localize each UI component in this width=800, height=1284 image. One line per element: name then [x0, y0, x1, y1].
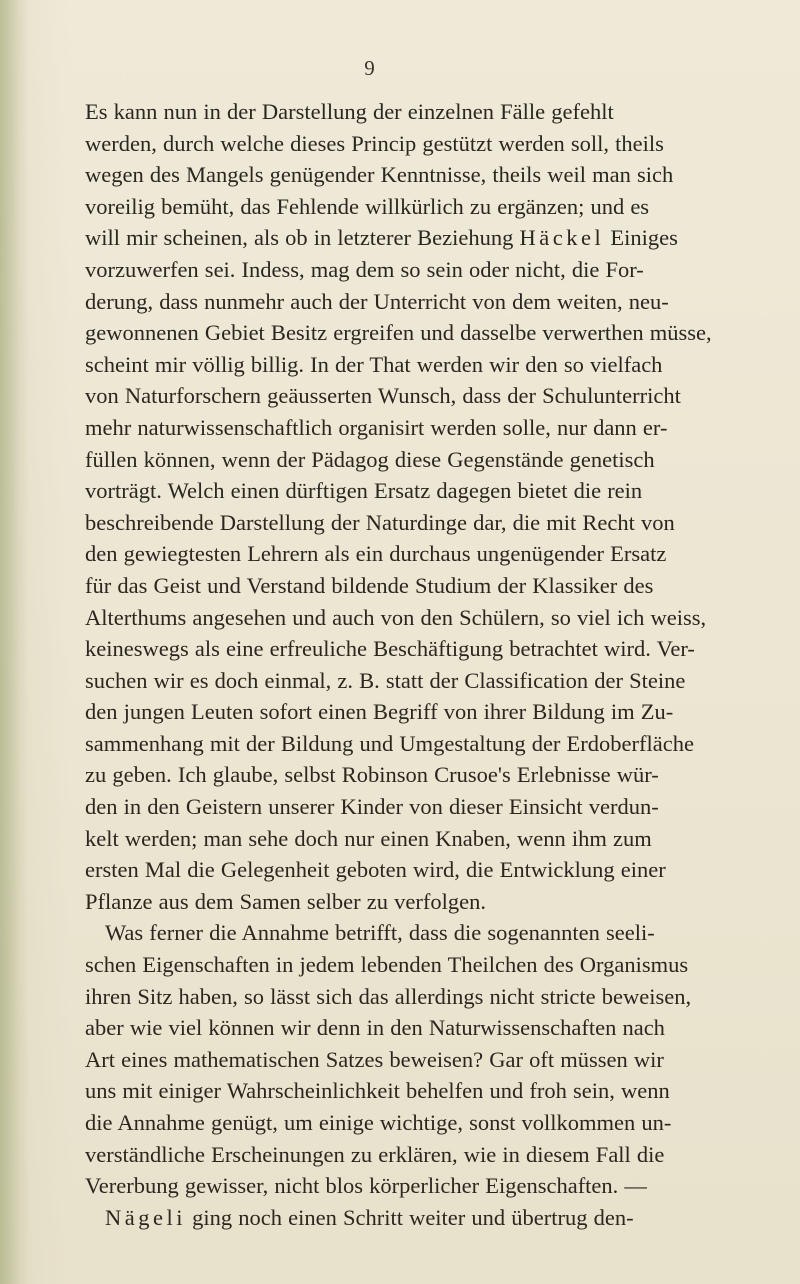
text-line: aber wie viel können wir denn in den Naturwissenschaften nach	[85, 1015, 665, 1041]
spaced-name-naegeli: Nägeli	[105, 1204, 186, 1230]
text-line: derung, dass nunmehr auch der Unterricht von dem weiten, neu-	[85, 288, 669, 314]
text-line: den in den Geistern unserer Kinder von dieser Einsicht verdun-	[85, 794, 659, 820]
text-line: zu geben. Ich glaube, selbst Robinson Crusoe's Erlebnisse wür-	[85, 762, 659, 788]
body-text	[85, 96, 800, 1233]
text-line: füllen können, wenn der Pädagog diese Gegenstände genetisch	[85, 446, 655, 472]
text-segment: Einiges	[604, 225, 678, 251]
text-line: den jungen Leuten sofort einen Begriff von ihrer Bildung im Zu-	[85, 699, 674, 725]
text-line: Pflanze aus dem Samen selber zu verfolgen.	[85, 888, 486, 914]
text-line: den gewiegtesten Lehrern als ein durchaus ungenügender Ersatz	[85, 541, 667, 567]
text-line: gewonnenen Gebiet Besitz ergreifen und dasselbe verwerthen müsse,	[85, 320, 712, 346]
text-line: für das Geist und Verstand bildende Studium der Klassiker des	[85, 572, 654, 598]
text-line: verständliche Erscheinungen zu erklären, wie in diesem Fall die	[85, 1141, 665, 1167]
text-line: voreilig bemüht, das Fehlende willkürlich zu ergänzen; und es	[85, 193, 650, 219]
text-line: mehr naturwissenschaftlich organisirt werden solle, nur dann er-	[85, 414, 668, 440]
text-line: uns mit einiger Wahrscheinlichkeit behelfen und froh sein, wenn	[85, 1078, 670, 1104]
text-line: werden, durch welche dieses Princip gestützt werden soll, theils	[85, 130, 664, 156]
text-line: von Naturforschern geäusserten Wunsch, dass der Schulunterricht	[85, 383, 681, 409]
text-line: die Annahme genügt, um einige wichtige, sonst vollkommen un-	[85, 1110, 672, 1135]
text-line: Alterthums angesehen und auch von den Schülern, so viel ich weiss,	[85, 604, 707, 630]
text-line: Es kann nun in der Darstellung der einzelnen Fälle gefehlt	[85, 99, 614, 124]
text-segment: will mir scheinen, als ob in letzterer Beziehung	[85, 225, 520, 251]
text-line: vorzuwerfen sei. Indess, mag dem so sein oder nicht, die For-	[85, 256, 644, 282]
text-line: ersten Mal die Gelegenheit geboten wird, die Entwicklung einer	[85, 857, 666, 883]
text-line: Art eines mathematischen Satzes beweisen? Gar oft müssen wir	[85, 1046, 664, 1072]
text-line: keineswegs als eine erfreuliche Beschäftigung betrachtet wird. Ver-	[85, 636, 695, 662]
spaced-name-haeckel: Häckel	[519, 225, 605, 251]
text-line: vorträgt. Welch einen dürftigen Ersatz dagegen bietet die rein	[85, 478, 643, 504]
text-line: wegen des Mangels genügender Kenntnisse, theils weil man sich	[85, 162, 674, 188]
text-line-paragraph-start	[85, 1202, 800, 1234]
text-line: kelt werden; man sehe doch nur einen Knaben, wenn ihm zum	[85, 825, 652, 851]
page-edge-shadow	[0, 0, 28, 1284]
page-number: 9	[364, 56, 376, 80]
text-line: Vererbung gewisser, nicht blos körperlicher Eigenschaften. —	[85, 1173, 647, 1199]
text-line: ihren Sitz haben, so lässt sich das allerdings nicht stricte beweisen,	[85, 983, 692, 1009]
text-line: scheint mir völlig billig. In der That werden wir den so vielfach	[85, 351, 663, 377]
text-line: beschreibende Darstellung der Naturdinge dar, die mit Recht von	[85, 509, 675, 535]
text-line: schen Eigenschaften in jedem lebenden Theilchen des Organismus	[85, 952, 689, 978]
text-line: sammenhang mit der Bildung und Umgestaltung der Erdoberfläche	[85, 730, 694, 756]
text-line-paragraph-start: Was ferner die Annahme betrifft, dass die sogenannten seeli-	[105, 920, 655, 946]
text-segment: ging noch einen Schritt weiter und übertrug den-	[185, 1204, 634, 1230]
text-line: suchen wir es doch einmal, z. B. statt der Classification der Steine	[85, 667, 686, 693]
text-line	[85, 222, 800, 254]
